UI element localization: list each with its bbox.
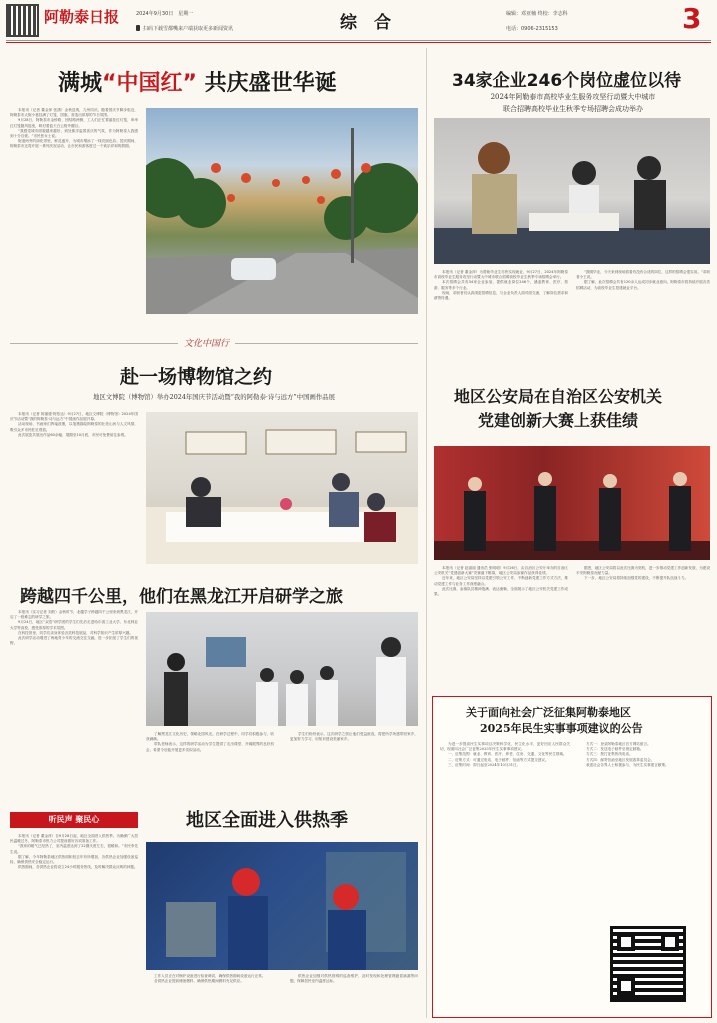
article-body-study-tour-col3: [290, 732, 418, 792]
paragraph: 为进一步提高民生实事项目决策科学化、民主化水平，更好回应人民群众关切，现面向社会广泛征集2025年民生实事事项建议。: [440, 742, 570, 752]
job-fair-illustration: [434, 118, 710, 264]
heart-tag: [10, 812, 138, 828]
paragraph: 本次招聘会共有34家企业参加，提供就业岗位246个，涵盖教育、医疗、旅游、服务等多个行业。: [434, 280, 568, 290]
paragraph: 欢迎社会各界人士积极参与，为民生实事建言献策。: [586, 762, 669, 767]
headline-part: 共庆盛世华诞: [196, 71, 337, 96]
paragraph: 活动现场，书画家们挥毫泼墨，以笔墨描绘阿勒泰的壮美山河与人文风情，吸引众多市民驻足观看。: [10, 422, 138, 432]
headline-part: 满城: [58, 71, 103, 96]
article-body-job-fair-col2: [576, 270, 710, 400]
paragraph: “我家的暖气已经热了，室内温度达到了22摄氏度左右，很暖和。”市民李先生说。: [10, 844, 138, 854]
paragraph: 据了解，此次招聘会共有120余人达成初步就业意向。阿勒泰市将持续开展各类招聘活动，为高校毕业生搭建就业平台。: [576, 280, 710, 290]
photo-police-award: [434, 446, 710, 560]
paragraph: 方式二：发送电子邮件至指定邮箱。: [586, 747, 644, 752]
photo-painting-exhibition: [146, 412, 418, 564]
masthead-logo: 阿勒泰日报: [44, 8, 120, 26]
article-headline-heating: 地区全面进入供热季: [186, 810, 348, 831]
heart-tag-label: 听民声 聚民心: [48, 815, 100, 824]
paragraph: 二、征集方式：可通过电话、电子邮件、信函等方式提交建议。: [448, 757, 549, 762]
paragraph: 供热期间，各供热企业将设立24小时服务热线，及时解决群众反映的问题。: [18, 865, 138, 870]
paragraph: 各供热企业提前储备燃料，确保供热期间燃料充足供应。: [154, 979, 244, 984]
notice-body-col2: [578, 742, 706, 920]
culture-tag: 文化中国行: [178, 336, 235, 349]
paragraph: 带队老师表示，这样的研学活动为学生提供了走出课堂、开阔眼界的良好机会，希望今后能开展更多类似活动。: [146, 742, 274, 752]
paragraph: 三、征集时间：即日起至2024年10月31日。: [448, 762, 521, 767]
paragraph: 据了解，今年阿勒泰地区供热面积较去年有所增加，各供热企业加强设备巡检，确保供热安全稳定运行。: [10, 854, 138, 865]
paragraph: 在科技馆里，同学们亲身体验各类科技展品，对科学知识产生浓厚兴趣。: [18, 630, 133, 635]
article-body-study-tour: [10, 610, 138, 818]
paragraph: “我感觉城市面貌越来越好，到处都洋溢着喜庆的气氛，作为阿勒泰人我感到十分自豪。”市民张女士说。: [10, 128, 138, 139]
photo-heating-workers: [146, 842, 418, 970]
paragraph: 方式一：登录阿勒泰地区官方网站留言。: [586, 742, 651, 746]
article-body-lanterns: [10, 108, 138, 312]
article-headline-police-1: 地区公安局在自治区公安机关: [454, 387, 663, 406]
article-body-police-col1: [434, 566, 568, 692]
painting-exhibition-illustration: [146, 412, 418, 564]
police-award-illustration: [434, 446, 710, 560]
photo-lantern-street: [146, 108, 418, 314]
phone-icon: [136, 25, 140, 31]
masthead-divider: [6, 40, 711, 41]
section-name: 综 合: [340, 13, 391, 33]
paragraph: 本报讯（记者 董金萍）自9月28日起，地区全面进入供热季。为确保广大居民温暖过冬，阿勒泰市热力公司提前做好各项准备工作。: [10, 834, 138, 844]
paragraph: 此次展览共展出作品60余幅，展期至10月底，市民可免费前往参观。: [18, 432, 128, 437]
paragraph: 了解黑龙江文化历史，领略北国风光。在研学过程中，同学们积极参与，收获满满。: [146, 732, 274, 742]
article-body-heating-col2: [146, 974, 274, 1018]
paragraph: 街道两旁的绿化带里，鲜花盛开，为城市增添了一抹亮丽色彩。国庆期间，阿勒泰市还将开展一系列庆祝活动，让市民和游客度过一个欢乐祥和的假期。: [10, 139, 138, 149]
masthead-phone: 电话：0906-2315153: [506, 26, 558, 32]
paragraph: 一、征集范围：就业、教育、医疗、养老、住房、交通、文化等民生领域。: [448, 752, 567, 757]
article-body-heating-col1: [10, 834, 138, 1018]
lantern-street-illustration: [146, 108, 418, 314]
study-tour-illustration: [146, 612, 418, 726]
article-headline-job-fair: 34家企业246个岗位虚位以待: [452, 71, 682, 91]
paragraph: 供热企业加强对供热管网的巡查维护，及时发现和处理管网跑冒滴漏等问题，保障居民室内温度达标。: [290, 974, 418, 984]
paragraph: 方式四：邮寄信函至地区发展改革委员会。: [586, 757, 655, 762]
paragraph: 下一步，地区公安局将持续加强党的建设，不断提升队伍战斗力。: [584, 576, 689, 581]
page-number: 3: [682, 2, 702, 35]
paragraph: 学生们纷纷表示，这次研学之旅让他们受益匪浅，将把所学所感带回家乡，更加努力学习，用知识建设美丽家乡。: [290, 732, 418, 742]
paragraph: 9月24日，地区“双语”研学团的学生们先后走进哈尔滨工业大学、东北林业大学等高校，感受浓厚的学术氛围。: [10, 620, 138, 630]
paragraph: 据悉，地区公安局将以此次比赛为契机，进一步推动党建工作创新发展，为建设平安阿勒泰贡献力量。: [576, 566, 710, 576]
notice-body-col1: [440, 742, 570, 1012]
paragraph: 本报讯（记者 阿丽德·阿依达）9月27日，地区文博院（博物馆）2024年国庆节活动暨“我的阿勒泰·诗与远方”中国画作品展开幕。: [10, 412, 138, 422]
paragraph: 本报讯（实习记者 刘欣）金秋时节，北疆学子跨越四千公里来到黑龙江，开启了一段难忘的研学之旅。: [10, 610, 138, 620]
photo-study-tour: [146, 612, 418, 726]
masthead-editors: 编辑：邓亚楠 终校：李志科: [506, 11, 568, 17]
paragraph: 9月28日，阿勒泰市金桥路、团结路两侧，工人们正忙着悬挂红灯笼，串串红灯笼随风摇曳，映衬着蓝天白云格外醒目。: [10, 118, 138, 128]
article-headline-police-2: 党建创新大赛上获佳绩: [478, 411, 639, 430]
paragraph: 方式三：拨打征集热线电话。: [586, 752, 633, 757]
notice-title-1: 关于面向社会广泛征集阿勒泰地区: [466, 706, 631, 719]
notice-title-2: 2025年民生实事事项建议的公告: [480, 722, 643, 735]
masthead-qr-code: [6, 4, 39, 37]
article-body-museum: [10, 412, 138, 562]
photo-job-fair: [434, 118, 710, 264]
paragraph: “我刚毕业，今天来到现场看看有没有合适的岗位，这样的招聘会很实用。”求职者小王说。: [576, 270, 710, 280]
article-headline-lanterns: [58, 66, 398, 97]
paragraph: 此次比赛，参赛队员精神饱满、表达流畅，全面展示了地区公安机关党建工作成果。: [434, 586, 568, 597]
paragraph: 此次研学活动增进了两地青少年的交流交往交融，进一步拓宽了学生们的视野。: [10, 636, 138, 646]
masthead: [0, 0, 717, 40]
article-subtitle-job-fair-2: 联合招聘高校毕业生秋季专场招聘会成功举办: [503, 105, 643, 113]
paragraph: 本报讯（记者 赵丽丽 通讯员 张明明）9月26日，由自治区公安厅举办的自治区公安机关“党建创新大赛”决赛落下帷幕，地区公安局参赛作品获得佳绩。: [434, 566, 568, 576]
headline-highlight: “中国红”: [102, 71, 197, 96]
column-divider: [426, 48, 427, 1018]
article-body-police-col2: [576, 566, 710, 692]
article-subtitle-museum: 地区文博院（博物馆）举办2024年国庆节活动暨“我的阿勒泰·诗与远方”中国画作品展: [92, 393, 336, 401]
paragraph: 本报讯（记者 董金萍）为帮助毕业生尽快实现就业，9月27日，2024年阿勒泰市高校毕业生服务攻坚行动暨大中城市联合招聘高校毕业生秋季专场招聘会举行。: [434, 270, 568, 280]
article-body-heating-col3: [290, 974, 418, 1018]
masthead-scan-line: 扫码下载雪都嘴来户端获取更多新闻资讯: [143, 26, 234, 32]
heating-workers-illustration: [146, 842, 418, 970]
article-headline-study-tour: 跨越四千公里，他们在黑龙江开启研学之旅: [20, 587, 343, 607]
article-headline-museum: 赴一场博物馆之约: [120, 366, 273, 388]
masthead-date: 2024年9月30日 星期一: [136, 11, 194, 17]
paragraph: 工作人员正在对锅炉设备进行检查调试，确保供热期间设备运行正常。: [154, 974, 266, 978]
notice-qr-code[interactable]: [610, 926, 686, 1002]
paragraph: 现场，求职者们认真浏览招聘信息，与企业负责人面对面交流，了解岗位需求和薪资待遇。: [434, 290, 568, 301]
paragraph: 近年来，地区公安局坚持以党建引领公安工作，不断创新党建工作方式方法，推动党建工作与业务工作深度融合。: [434, 576, 568, 586]
article-subtitle-job-fair-1: 2024年阿勒泰市高校毕业生服务攻坚行动暨大中城市: [490, 93, 656, 101]
paragraph: 本报讯（记者 董金萍 张潇）金秋送爽，九州同庆。随着国庆节脚步临近，阿勒泰市大街小巷挂满了灯笼、国旗，营造出浓厚的节日氛围。: [10, 108, 138, 118]
